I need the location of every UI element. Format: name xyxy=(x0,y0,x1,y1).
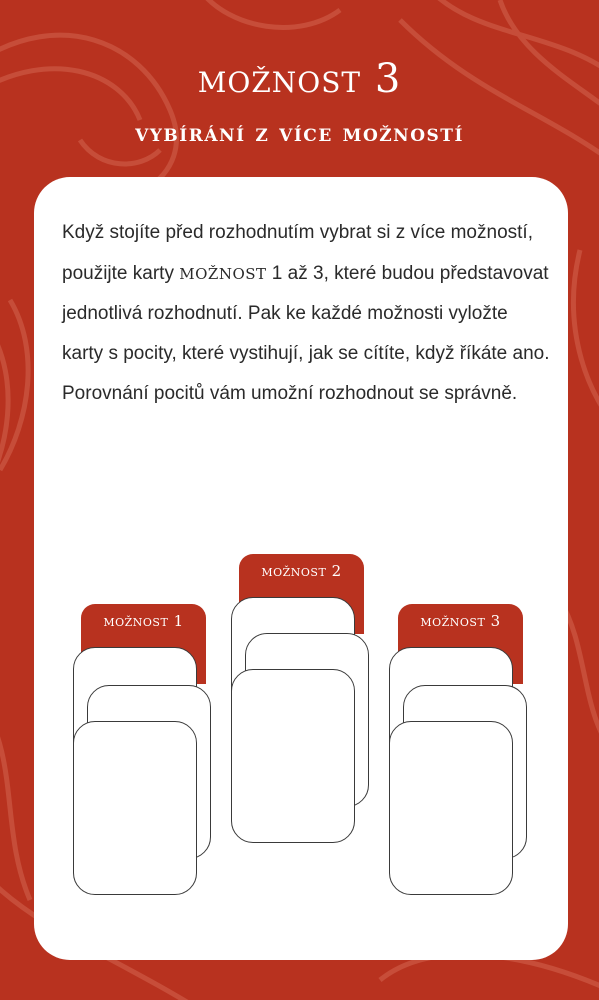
instruction-text-part-1: Když stojíte před rozhodnutím vybrat si z více možností, použijte karty xyxy=(62,222,533,284)
option-1-card-3 xyxy=(73,721,197,895)
option-2-label: možnost 2 xyxy=(261,562,342,580)
option-3-label: možnost 3 xyxy=(420,612,501,630)
option-2-card-3 xyxy=(231,669,355,843)
card-title: možnost 3 xyxy=(197,56,402,102)
content-panel xyxy=(34,177,568,960)
card-header xyxy=(0,0,599,170)
keyword-moznost: možnost xyxy=(179,260,267,285)
card-layout-diagram xyxy=(34,177,568,960)
card-subtitle: vybírání z více možností xyxy=(135,118,464,147)
option-3-card-3 xyxy=(389,721,513,895)
instruction-text-part-2: 1 až 3, které budou představovat jednotlivá rozhodnutí. Pak ke každé možnosti vyložte karty s pocity, které vystihují, jak se cítíte, když říkáte ano. Porovnání pocitů vám umožní rozhodnout se správně. xyxy=(62,263,550,404)
option-1-label: možnost 1 xyxy=(103,612,184,630)
